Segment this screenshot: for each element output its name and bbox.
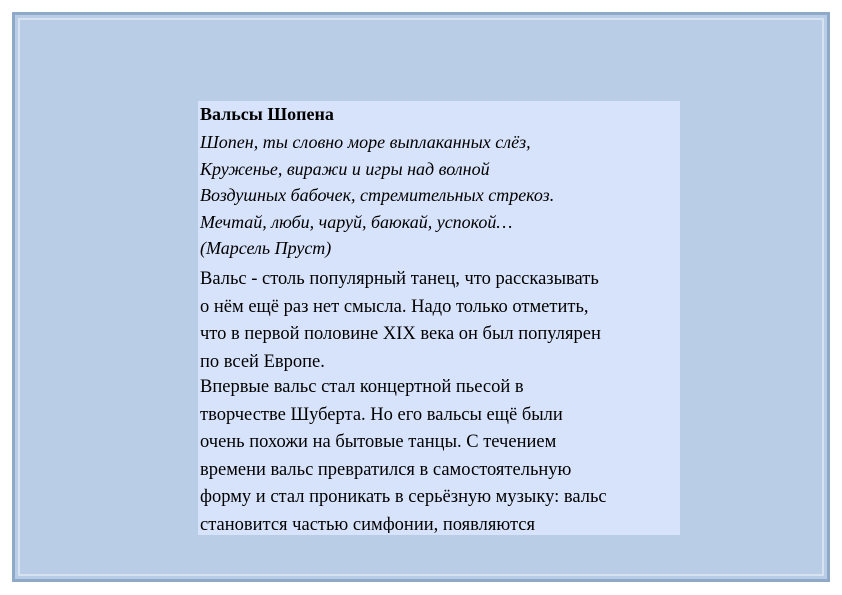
poem-epigraph bbox=[200, 129, 554, 262]
paragraph-line: по всей Европе. bbox=[200, 351, 325, 372]
poem-author: (Марсель Пруст) bbox=[200, 238, 332, 258]
poem-line: Шопен, ты словно море выплаканных слёз, bbox=[200, 132, 531, 152]
paragraph-waltz-popularity bbox=[200, 266, 601, 376]
paragraph-line: очень похожи на бытовые танцы. С течением bbox=[200, 432, 557, 452]
paragraph-line: о нём ещё раз нет смысла. Надо только отметить, bbox=[200, 296, 589, 317]
poem-line: Круженье, виражи и игры над волной bbox=[200, 158, 490, 179]
paragraph-line: что в первой половине XIX века он был популярен bbox=[200, 324, 601, 344]
paragraph-line: Вальс - столь популярный танец, что рассказывать bbox=[200, 269, 599, 289]
page-title: Вальсы Шопена bbox=[200, 104, 334, 124]
paragraph-line: становится частью симфонии, появляются bbox=[200, 514, 536, 533]
paragraph-line: форму и стал проникать в серьёзную музыку: вальс bbox=[200, 487, 607, 507]
paragraph-line: Впервые вальс стал концертной пьесой в bbox=[200, 377, 524, 397]
paragraph-waltz-concert bbox=[200, 374, 607, 533]
paragraph-line: времени вальс превратился в самостоятельную bbox=[200, 459, 572, 480]
paragraph-line: творчестве Шуберта. Но его вальсы ещё были bbox=[200, 404, 563, 425]
slide-background bbox=[12, 12, 830, 582]
poem-line: Мечтай, люби, чаруй, баюкай, успокой… bbox=[200, 211, 513, 232]
poem-line: Воздушных бабочек, стремительных стрекоз. bbox=[200, 185, 555, 205]
text-box bbox=[198, 101, 680, 535]
